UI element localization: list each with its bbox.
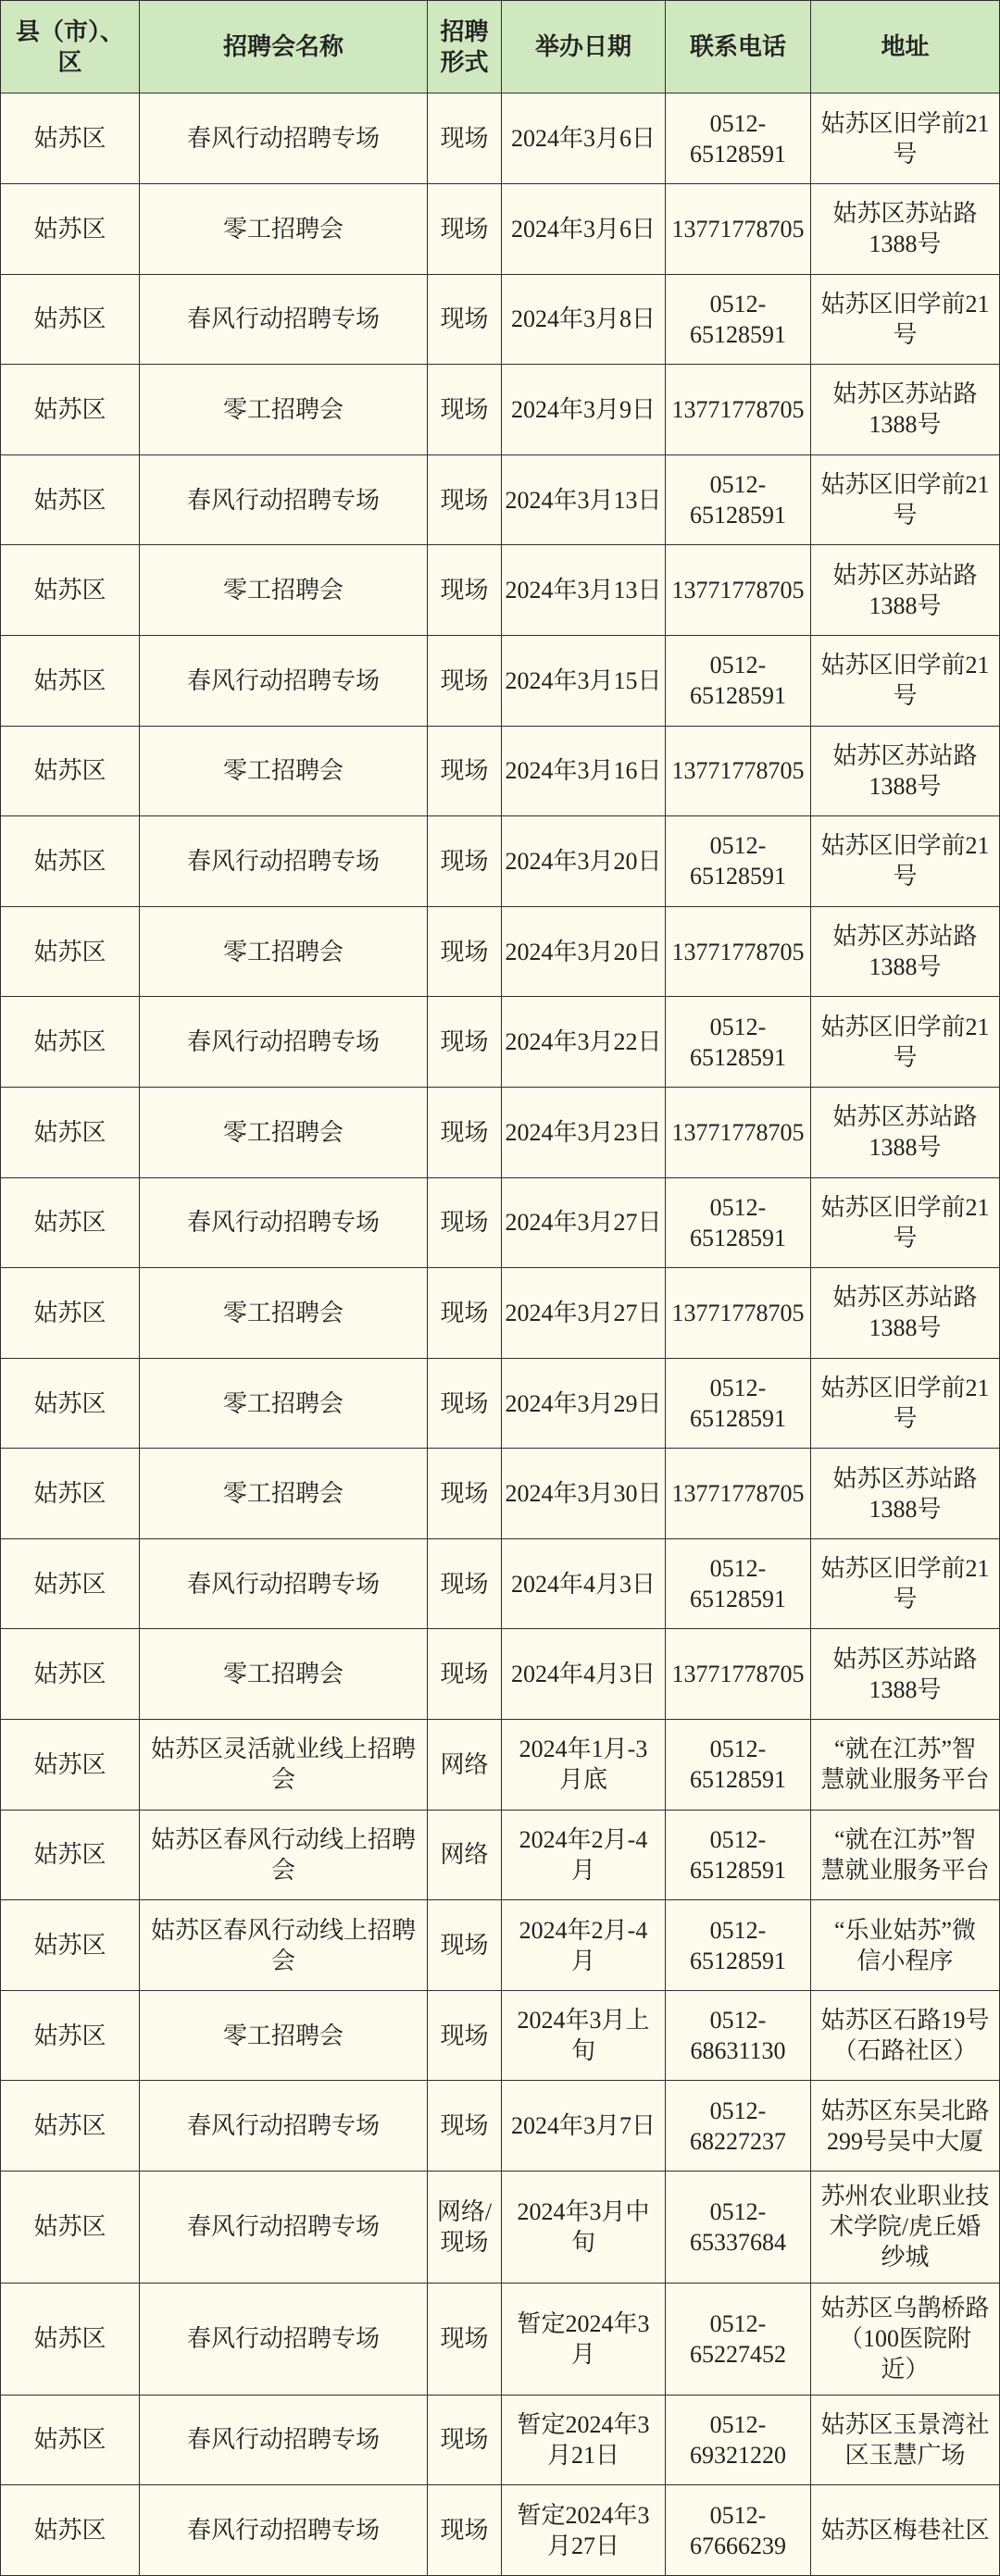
fair-name-cell: 姑苏区春风行动线上招聘 会 [140, 1811, 428, 1901]
district-cell: 姑苏区 [0, 2081, 140, 2172]
format-cell: 现场 [428, 727, 502, 817]
fair-name-cell: 春风行动招聘专场 [140, 1539, 428, 1630]
phone-cell: 0512- 65128591 [666, 275, 811, 366]
phone-cell: 0512- 67666239 [666, 2485, 811, 2576]
format-cell: 现场 [428, 1629, 502, 1720]
address-cell: 姑苏区旧学前21 号 [811, 636, 1000, 727]
format-cell: 现场 [428, 1088, 502, 1178]
phone-cell: 0512- 65128591 [666, 636, 811, 727]
address-cell: 姑苏区苏站路 1388号 [811, 365, 1000, 455]
district-cell: 姑苏区 [0, 184, 140, 275]
date-cell: 2024年3月29日 [502, 1359, 666, 1450]
fair-name-cell: 春风行动招聘专场 [140, 2284, 428, 2396]
address-cell: “乐业姑苏”微 信小程序 [811, 1900, 1000, 1991]
date-cell: 2024年3月6日 [502, 184, 666, 275]
fair-name-cell: 春风行动招聘专场 [140, 2081, 428, 2172]
phone-cell: 0512- 65128591 [666, 1359, 811, 1450]
format-cell: 现场 [428, 997, 502, 1088]
fair-name-cell: 春风行动招聘专场 [140, 2172, 428, 2284]
date-cell: 2024年3月27日 [502, 1178, 666, 1269]
phone-cell: 13771778705 [666, 907, 811, 998]
date-cell: 2024年3月13日 [502, 455, 666, 546]
district-cell: 姑苏区 [0, 2396, 140, 2486]
date-cell: 2024年3月13日 [502, 545, 666, 636]
fair-name-cell: 春风行动招聘专场 [140, 997, 428, 1088]
date-cell: 暂定2024年3 月 [502, 2284, 666, 2396]
date-cell: 2024年4月3日 [502, 1539, 666, 1630]
district-cell: 姑苏区 [0, 907, 140, 998]
address-cell: “就在江苏”智 慧就业服务平台 [811, 1720, 1000, 1811]
district-cell: 姑苏区 [0, 365, 140, 455]
address-cell: 姑苏区苏站路 1388号 [811, 1268, 1000, 1359]
phone-cell: 0512- 65227452 [666, 2284, 811, 2396]
address-cell: 姑苏区苏站路 1388号 [811, 727, 1000, 817]
phone-cell: 0512- 65337684 [666, 2172, 811, 2284]
format-cell: 网络 [428, 1811, 502, 1901]
fair-name-cell: 零工招聘会 [140, 365, 428, 455]
phone-cell: 13771778705 [666, 545, 811, 636]
phone-cell: 0512- 65128591 [666, 93, 811, 184]
district-cell: 姑苏区 [0, 1991, 140, 2082]
fair-name-cell: 姑苏区灵活就业线上招聘 会 [140, 1720, 428, 1811]
district-cell: 姑苏区 [0, 455, 140, 546]
format-cell: 现场 [428, 1449, 502, 1539]
district-cell: 姑苏区 [0, 727, 140, 817]
format-cell: 现场 [428, 2284, 502, 2396]
format-cell: 现场 [428, 365, 502, 455]
district-cell: 姑苏区 [0, 1088, 140, 1178]
phone-cell: 0512- 69321220 [666, 2396, 811, 2486]
district-cell: 姑苏区 [0, 1720, 140, 1811]
date-cell: 2024年3月6日 [502, 93, 666, 184]
address-cell: 姑苏区苏站路 1388号 [811, 184, 1000, 275]
phone-cell: 0512- 68227237 [666, 2081, 811, 2172]
phone-cell: 0512- 65128591 [666, 1178, 811, 1269]
district-cell: 姑苏区 [0, 1268, 140, 1359]
date-cell: 2024年2月-4 月 [502, 1811, 666, 1901]
header-address: 地址 [811, 0, 1000, 93]
header-date: 举办日期 [502, 0, 666, 93]
address-cell: 姑苏区石路19号 （石路社区） [811, 1991, 1000, 2082]
phone-cell: 0512- 68631130 [666, 1991, 811, 2082]
date-cell: 2024年1月-3 月底 [502, 1720, 666, 1811]
fair-name-cell: 零工招聘会 [140, 1629, 428, 1720]
date-cell: 2024年3月15日 [502, 636, 666, 727]
fair-name-cell: 春风行动招聘专场 [140, 2485, 428, 2576]
phone-cell: 13771778705 [666, 1449, 811, 1539]
fair-name-cell: 零工招聘会 [140, 1088, 428, 1178]
address-cell: “就在江苏”智 慧就业服务平台 [811, 1811, 1000, 1901]
district-cell: 姑苏区 [0, 997, 140, 1088]
address-cell: 姑苏区旧学前21 号 [811, 1178, 1000, 1269]
date-cell: 2024年3月9日 [502, 365, 666, 455]
district-cell: 姑苏区 [0, 1811, 140, 1901]
date-cell: 2024年3月30日 [502, 1449, 666, 1539]
district-cell: 姑苏区 [0, 1178, 140, 1269]
date-cell: 2024年3月8日 [502, 275, 666, 366]
district-cell: 姑苏区 [0, 1900, 140, 1991]
address-cell: 姑苏区旧学前21 号 [811, 93, 1000, 184]
phone-cell: 0512- 65128591 [666, 1900, 811, 1991]
header-fair-name: 招聘会名称 [140, 0, 428, 93]
header-format: 招聘 形式 [428, 0, 502, 93]
address-cell: 姑苏区旧学前21 号 [811, 275, 1000, 366]
format-cell: 现场 [428, 1359, 502, 1450]
address-cell: 姑苏区旧学前21 号 [811, 997, 1000, 1088]
address-cell: 姑苏区旧学前21 号 [811, 1539, 1000, 1630]
fair-name-cell: 春风行动招聘专场 [140, 816, 428, 907]
date-cell: 2024年3月22日 [502, 997, 666, 1088]
phone-cell: 0512- 65128591 [666, 1720, 811, 1811]
district-cell: 姑苏区 [0, 1629, 140, 1720]
phone-cell: 0512- 65128591 [666, 1539, 811, 1630]
address-cell: 姑苏区苏站路 1388号 [811, 545, 1000, 636]
district-cell: 姑苏区 [0, 275, 140, 366]
format-cell: 现场 [428, 93, 502, 184]
phone-cell: 13771778705 [666, 1268, 811, 1359]
format-cell: 现场 [428, 1268, 502, 1359]
district-cell: 姑苏区 [0, 1539, 140, 1630]
phone-cell: 13771778705 [666, 1088, 811, 1178]
address-cell: 姑苏区苏站路 1388号 [811, 1449, 1000, 1539]
address-cell: 姑苏区苏站路 1388号 [811, 1629, 1000, 1720]
district-cell: 姑苏区 [0, 636, 140, 727]
fair-name-cell: 春风行动招聘专场 [140, 275, 428, 366]
phone-cell: 13771778705 [666, 1629, 811, 1720]
header-district: 县（市）、 区 [0, 0, 140, 93]
address-cell: 姑苏区苏站路 1388号 [811, 907, 1000, 998]
phone-cell: 0512- 65128591 [666, 816, 811, 907]
date-cell: 2024年3月上 旬 [502, 1991, 666, 2082]
district-cell: 姑苏区 [0, 2172, 140, 2284]
fair-name-cell: 春风行动招聘专场 [140, 636, 428, 727]
address-cell: 苏州农业职业技 术学院/虎丘婚 纱城 [811, 2172, 1000, 2284]
format-cell: 现场 [428, 455, 502, 546]
district-cell: 姑苏区 [0, 1449, 140, 1539]
date-cell: 暂定2024年3 月27日 [502, 2485, 666, 2576]
date-cell: 2024年3月7日 [502, 2081, 666, 2172]
district-cell: 姑苏区 [0, 93, 140, 184]
format-cell: 现场 [428, 636, 502, 727]
phone-cell: 13771778705 [666, 365, 811, 455]
address-cell: 姑苏区旧学前21 号 [811, 816, 1000, 907]
format-cell: 现场 [428, 2081, 502, 2172]
fair-name-cell: 春风行动招聘专场 [140, 93, 428, 184]
address-cell: 姑苏区旧学前21 号 [811, 1359, 1000, 1450]
date-cell: 2024年3月23日 [502, 1088, 666, 1178]
date-cell: 2024年3月中 旬 [502, 2172, 666, 2284]
district-cell: 姑苏区 [0, 1359, 140, 1450]
format-cell: 现场 [428, 1900, 502, 1991]
format-cell: 现场 [428, 184, 502, 275]
district-cell: 姑苏区 [0, 545, 140, 636]
fair-name-cell: 春风行动招聘专场 [140, 2396, 428, 2486]
fair-name-cell: 零工招聘会 [140, 545, 428, 636]
fair-name-cell: 春风行动招聘专场 [140, 455, 428, 546]
address-cell: 姑苏区梅巷社区 [811, 2485, 1000, 2576]
format-cell: 网络/ 现场 [428, 2172, 502, 2284]
date-cell: 2024年3月16日 [502, 727, 666, 817]
format-cell: 现场 [428, 2485, 502, 2576]
date-cell: 暂定2024年3 月21日 [502, 2396, 666, 2486]
fair-name-cell: 零工招聘会 [140, 907, 428, 998]
phone-cell: 13771778705 [666, 184, 811, 275]
date-cell: 2024年4月3日 [502, 1629, 666, 1720]
phone-cell: 0512- 65128591 [666, 455, 811, 546]
format-cell: 现场 [428, 275, 502, 366]
fair-name-cell: 春风行动招聘专场 [140, 1178, 428, 1269]
fair-name-cell: 零工招聘会 [140, 1449, 428, 1539]
fair-name-cell: 零工招聘会 [140, 1359, 428, 1450]
date-cell: 2024年3月27日 [502, 1268, 666, 1359]
format-cell: 现场 [428, 1539, 502, 1630]
date-cell: 2024年2月-4 月 [502, 1900, 666, 1991]
header-phone: 联系电话 [666, 0, 811, 93]
phone-cell: 0512- 65128591 [666, 1811, 811, 1901]
district-cell: 姑苏区 [0, 816, 140, 907]
date-cell: 2024年3月20日 [502, 907, 666, 998]
fair-name-cell: 零工招聘会 [140, 184, 428, 275]
format-cell: 现场 [428, 2396, 502, 2486]
address-cell: 姑苏区乌鹊桥路 （100医院附 近） [811, 2284, 1000, 2396]
format-cell: 现场 [428, 545, 502, 636]
fair-name-cell: 零工招聘会 [140, 1268, 428, 1359]
format-cell: 现场 [428, 816, 502, 907]
fair-name-cell: 姑苏区春风行动线上招聘 会 [140, 1900, 428, 1991]
format-cell: 现场 [428, 907, 502, 998]
fair-name-cell: 零工招聘会 [140, 727, 428, 817]
format-cell: 现场 [428, 1178, 502, 1269]
format-cell: 现场 [428, 1991, 502, 2082]
address-cell: 姑苏区旧学前21 号 [811, 455, 1000, 546]
district-cell: 姑苏区 [0, 2284, 140, 2396]
district-cell: 姑苏区 [0, 2485, 140, 2576]
phone-cell: 13771778705 [666, 727, 811, 817]
address-cell: 姑苏区玉景湾社 区玉慧广场 [811, 2396, 1000, 2486]
fair-name-cell: 零工招聘会 [140, 1991, 428, 2082]
format-cell: 网络 [428, 1720, 502, 1811]
address-cell: 姑苏区东吴北路 299号吴中大厦 [811, 2081, 1000, 2172]
phone-cell: 0512- 65128591 [666, 997, 811, 1088]
date-cell: 2024年3月20日 [502, 816, 666, 907]
address-cell: 姑苏区苏站路 1388号 [811, 1088, 1000, 1178]
